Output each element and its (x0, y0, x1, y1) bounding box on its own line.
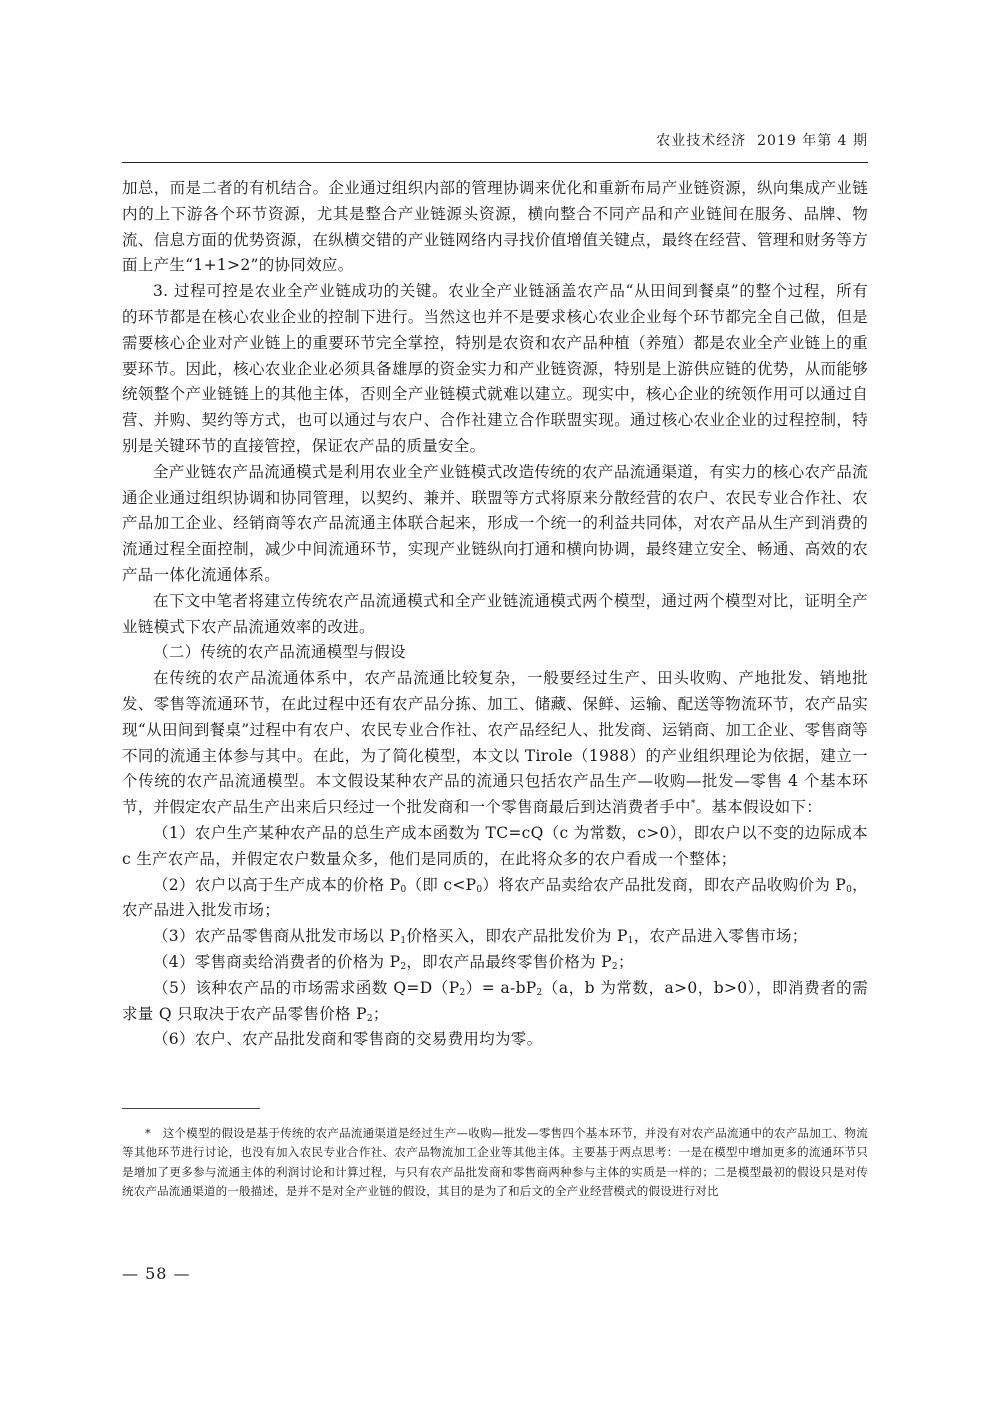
assumption-2-a: （2）农户以高于生产成本的价格 P (153, 875, 401, 894)
footnote-rule (122, 1108, 260, 1109)
page-number: — 58 — (122, 1264, 191, 1283)
footnote-ref: * (690, 799, 696, 810)
assumption-3-a: （3）农产品零售商从批发市场以 P (153, 927, 401, 946)
main-text (122, 176, 868, 1053)
subscript-0: 0 (400, 884, 407, 895)
assumption-5-d: ； (372, 1004, 389, 1023)
assumption-3-b: 价格买入，即农产品批发价为 P (406, 927, 628, 946)
subscript-1: 1 (400, 936, 407, 947)
assumption-6: （6）农户、农产品批发商和零售商的交易费用均为零。 (153, 1030, 543, 1049)
footnote: * 这个模型的假设是基于传统的农产品流通渠道是经过生产—收购—批发—零售四个基本环节，并没有对农产品流通中的农产品加工、物流等其他环节进行讨论，也没有加入农民专业合作社、农产品物流加工企业等其他主体。主要基于两点思考：一是在模型中增加更多的流通环节只是增加了更多参与流通主体的利润讨论和计算过程，与只有农产品批发商和零售商两种参与主体的实质是一样的；二是模型最初的假设只是对传统农产品流通渠道的一般描述，是并不是对全产业链的假设，其目的是为了和后文的全产业经营模式的假设进行对比 (122, 1126, 868, 1199)
subscript-2: 2 (459, 987, 466, 998)
assumption-5 (122, 976, 868, 1028)
assumption-4 (122, 950, 868, 976)
subscript-1: 1 (627, 936, 634, 947)
assumption-5-c: （a，b 为常数，a>0，b>0），即消费者的需求量 Q 只取决于农产品零售价格 P (122, 978, 868, 1023)
subscript-2: 2 (366, 1013, 373, 1024)
assumption-3-c: ，农产品进入零售市场； (633, 927, 808, 946)
assumption-5-b: ）= a-bP (465, 978, 537, 997)
paragraph-4: 在下文中笔者将建立传统农产品流通模式和全产业链流通模式两个模型，通过两个模型对比，证明全产业链模式下农产品流通效率的改进。 (122, 591, 868, 636)
subscript-2: 2 (536, 987, 543, 998)
subscript-2: 2 (611, 961, 618, 972)
assumption-4-c: ； (617, 952, 634, 971)
assumption-2-c: ）将农产品卖给农产品批发商，即农产品收购价为 P (482, 875, 847, 894)
journal-name: 农业技术经济 (656, 133, 747, 149)
subscript-0: 0 (846, 884, 853, 895)
assumption-1: （1）农户生产某种农产品的总生产成本函数为 TC=cQ（c 为常数，c>0），即农户以不变的边际成本 c 生产农产品，并假定农户数量众多，他们是同质的，在此将众多的农户看成一个整体； (122, 823, 868, 868)
assumption-4-a: （4）零售商卖给消费者的价格为 P (153, 952, 401, 971)
assumption-2-b: （即 c<P (406, 875, 477, 894)
header-rule (122, 162, 868, 163)
assumption-2 (122, 873, 868, 925)
paragraph-5-tail: 。基本假设如下： (695, 798, 823, 817)
paragraph-5-text: 在传统的农产品流通体系中，农产品流通比较复杂，一般要经过生产、田头收购、产地批发、销地批发、零售等流通环节，在此过程中还有农产品分拣、加工、储藏、保鲜、运输、配送等物流环节，农产品实现“从田间到餐桌”过程中有农户、农民专业合作社、农产品经纪人、批发商、运销商、加工企业、零售商等不同的流通主体参与其中。在此，为了简化模型，本文以 Tirole（1988）的产业组织理论为依据，建立一个传统的农产品流通模型。本文假设某种农产品的流通只包括农产品生产—收购—批发—零售 4 个基本环节，并假定农产品生产出来后只经过一个批发商和一个零售商最后到达消费者手中 (122, 669, 868, 817)
issue-label: 2019 年第 4 期 (757, 133, 868, 149)
section-heading: （二）传统的农产品流通模型与假设 (153, 643, 406, 662)
subscript-0: 0 (476, 884, 483, 895)
subscript-2: 2 (400, 961, 407, 972)
assumption-4-b: ，即农产品最终零售价格为 P (406, 952, 612, 971)
assumption-5-a: （5）该种农产品的市场需求函数 Q=D（P (153, 978, 460, 997)
assumption-2-d: ，农产品进入批发市场； (122, 875, 868, 920)
paragraph-5 (122, 666, 868, 821)
running-header (122, 130, 868, 150)
paragraph-3: 全产业链农产品流通模式是利用农业全产业链模式改造传统的农产品流通渠道，有实力的核心农产品流通企业通过组织协调和协同管理，以契约、兼并、联盟等方式将原来分散经营的农户、农民专业合作社、农产品加工企业、经销商等农产品流通主体联合起来，形成一个统一的利益共同体，对农产品从生产到消费的流通过程全面控制，减少中间流通环节，实现产业链纵向打通和横向协调，最终建立安全、畅通、高效的农产品一体化流通体系。 (122, 462, 868, 584)
paragraph-1: 加总，而是二者的有机结合。企业通过组织内部的管理协调来优化和重新布局产业链资源，纵向集成产业链内的上下游各个环节资源，尤其是整合产业链源头资源，横向整合不同产品和产业链间在服务、品牌、物流、信息方面的优势资源，在纵横交错的产业链网络内寻找价值增值关键点，最终在经营、管理和财务等方面上产生“1+1>2”的协同效应。 (122, 179, 868, 275)
paragraph-2: 3. 过程可控是农业全产业链成功的关键。农业全产业链涵盖农产品“从田间到餐桌”的整个过程，所有的环节都是在核心农业企业的控制下进行。当然这也并不是要求核心农业企业每个环节都完全自己做，但是需要核心企业对产业链上的重要环节完全掌控，特别是农资和农产品种植（养殖）都是农业全产业链上的重要环节。因此，核心农业企业必须具备雄厚的资金实力和产业链资源，特别是上游供应链的优势，从而能够统领整个产业链链上的其他主体，否则全产业链模式就难以建立。现实中，核心企业的统领作用可以通过自营、并购、契约等方式，也可以通过与农户、合作社建立合作联盟实现。通过核心农业企业的过程控制，特别是关键环节的直接管控，保证农产品的质量安全。 (122, 282, 868, 455)
assumption-3 (122, 924, 868, 950)
